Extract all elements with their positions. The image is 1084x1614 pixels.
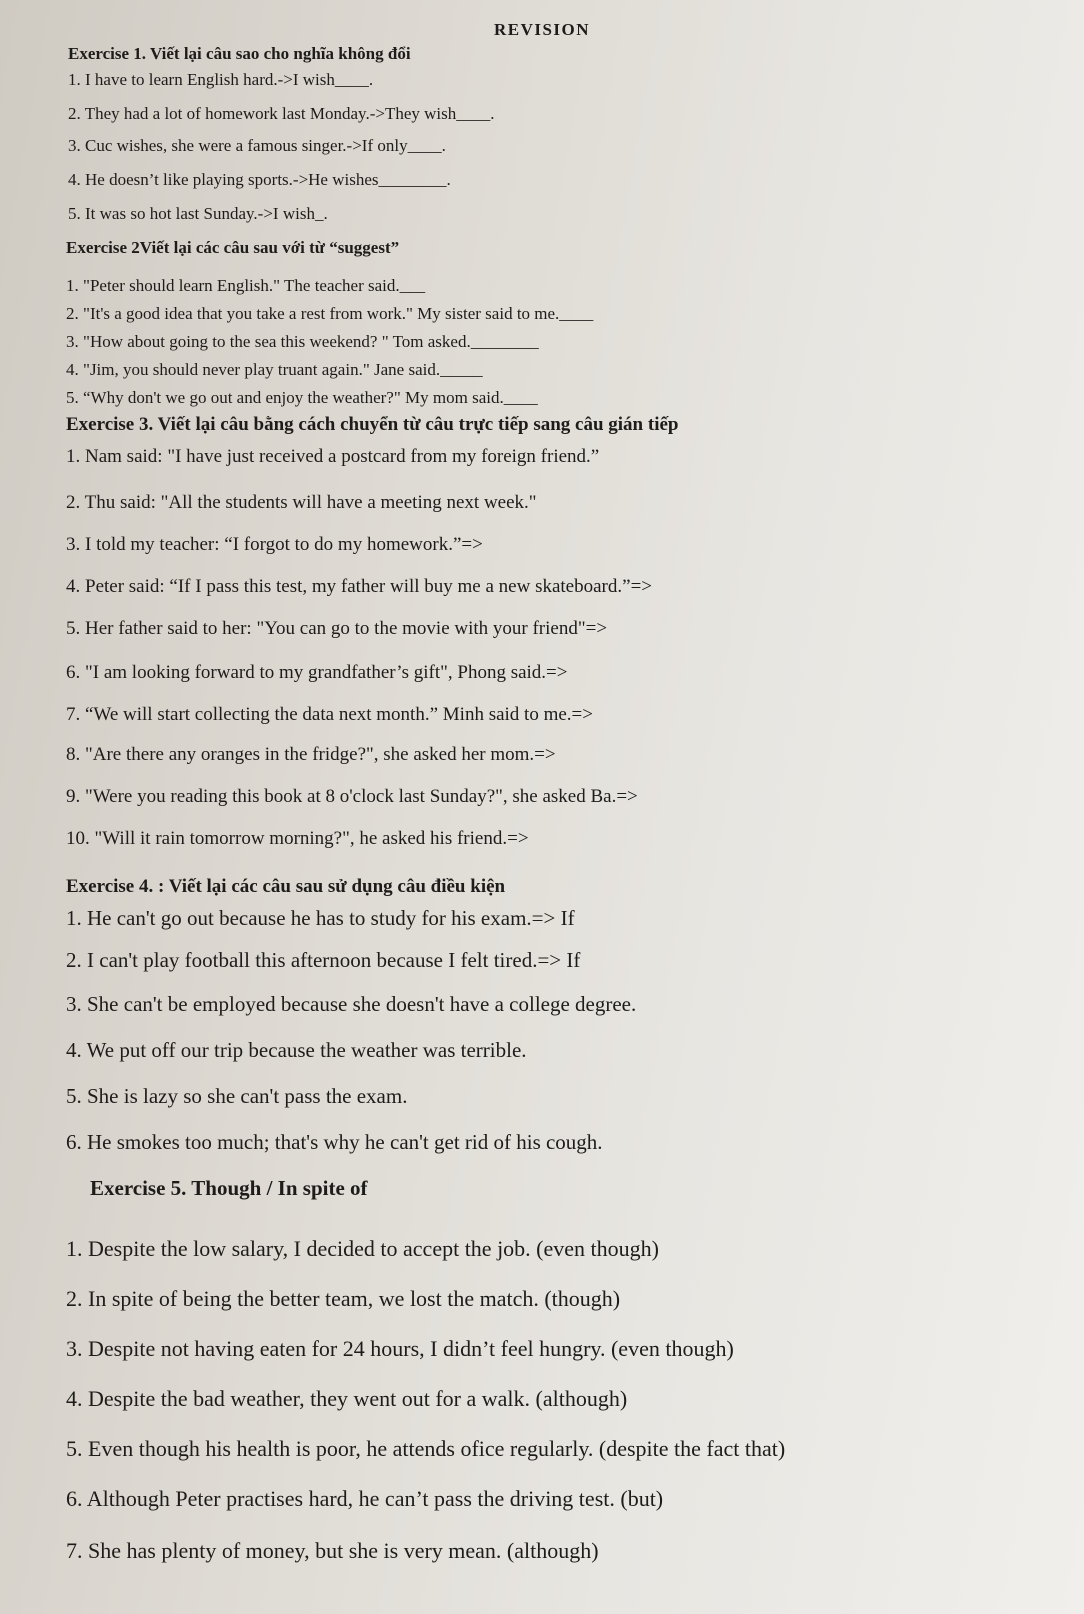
exercise-4-item: 4. We put off our trip because the weather was terrible. <box>66 1038 527 1062</box>
exercise-3-item: 2. Thu said: "All the students will have a meeting next week." <box>66 492 537 513</box>
exercise-4-heading: Exercise 4. : Viết lại các câu sau sử dụng câu điều kiện <box>66 876 506 897</box>
exercise-3-item: 10. "Will it rain tomorrow morning?", he asked his friend.=> <box>66 828 529 849</box>
exercise-4-item: 6. He smokes too much; that's why he can't get rid of his cough. <box>66 1130 603 1154</box>
exercise-2-item: 4. "Jim, you should never play truant again." Jane said._____ <box>66 360 483 379</box>
exercise-4-item: 1. He can't go out because he has to study for his exam.=> If <box>66 906 575 930</box>
exercise-1-item: 5. It was so hot last Sunday.->I wish_. <box>68 204 328 223</box>
exercise-3-heading: Exercise 3. Viết lại câu bằng cách chuyển từ câu trực tiếp sang câu gián tiếp <box>66 414 679 435</box>
exercise-3-item: 4. Peter said: “If I pass this test, my father will buy me a new skateboard.”=> <box>66 576 652 597</box>
exercise-2-item: 2. "It's a good idea that you take a rest from work." My sister said to me.____ <box>66 304 594 323</box>
exercise-3-item: 9. "Were you reading this book at 8 o'clock last Sunday?", she asked Ba.=> <box>66 786 638 807</box>
exercise-1-item: 3. Cuc wishes, she were a famous singer.->If only____. <box>68 136 446 155</box>
exercise-4-item: 2. I can't play football this afternoon because I felt tired.=> If <box>66 948 581 972</box>
exercise-3-item: 6. "I am looking forward to my grandfather’s gift", Phong said.=> <box>66 662 568 683</box>
exercise-5-item: 6. Although Peter practises hard, he can’t pass the driving test. (but) <box>66 1486 664 1511</box>
exercise-4-item: 3. She can't be employed because she doesn't have a college degree. <box>66 992 637 1016</box>
page-title: REVISION <box>493 20 591 39</box>
exercise-2-item: 1. "Peter should learn English." The teacher said.___ <box>66 276 426 295</box>
exercise-2-item: 5. “Why don't we go out and enjoy the weather?" My mom said.____ <box>66 388 538 407</box>
exercise-3-item: 7. “We will start collecting the data next month.” Minh said to me.=> <box>66 704 593 725</box>
exercise-5-item: 3. Despite not having eaten for 24 hours, I didn’t feel hungry. (even though) <box>66 1336 734 1361</box>
exercise-5-heading: Exercise 5. Though / In spite of <box>90 1176 368 1200</box>
exercise-2-heading: Exercise 2Viết lại các câu sau với từ “suggest” <box>66 238 400 257</box>
exercise-1-item: 2. They had a lot of homework last Monday.->They wish____. <box>68 104 495 123</box>
exercise-5-item: 7. She has plenty of money, but she is very mean. (although) <box>66 1538 599 1563</box>
exercise-5-item: 5. Even though his health is poor, he attends ofice regularly. (despite the fact that) <box>66 1436 786 1461</box>
exercise-3-item: 1. Nam said: "I have just received a postcard from my foreign friend.” <box>66 446 600 467</box>
exercise-1-item: 4. He doesn’t like playing sports.->He wishes________. <box>68 170 451 189</box>
exercise-3-item: 5. Her father said to her: "You can go to the movie with your friend"=> <box>66 618 608 639</box>
exercise-2-item: 3. "How about going to the sea this weekend? " Tom asked.________ <box>66 332 539 351</box>
exercise-3-item: 8. "Are there any oranges in the fridge?", she asked her mom.=> <box>66 744 556 765</box>
exercise-3-item: 3. I told my teacher: “I forgot to do my homework.”=> <box>66 534 483 555</box>
exercise-5-item: 2. In spite of being the better team, we lost the match. (though) <box>66 1286 621 1311</box>
exercise-5-item: 4. Despite the bad weather, they went out for a walk. (although) <box>66 1386 628 1411</box>
exercise-5-item: 1. Despite the low salary, I decided to accept the job. (even though) <box>66 1236 659 1261</box>
exercise-1-item: 1. I have to learn English hard.->I wish____. <box>68 70 374 89</box>
exercise-4-item: 5. She is lazy so she can't pass the exam. <box>66 1084 408 1108</box>
exercise-1-heading: Exercise 1. Viết lại câu sao cho nghĩa không đổi <box>68 44 411 63</box>
